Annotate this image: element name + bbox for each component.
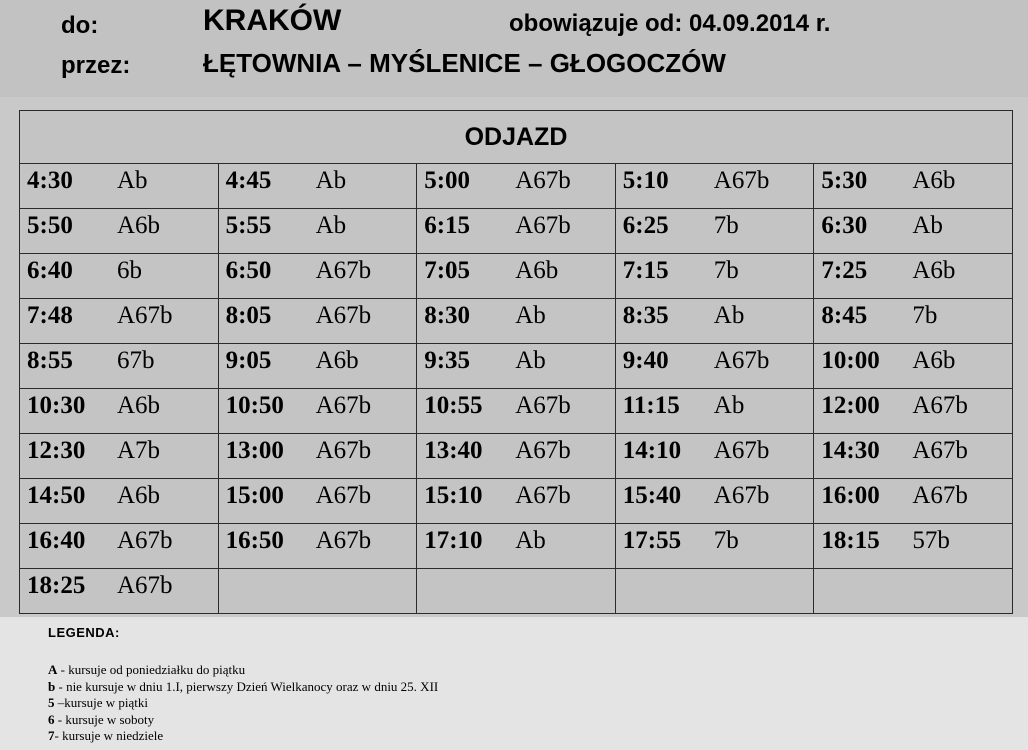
departure-time: 9:05 [225,347,272,374]
timetable-row [20,344,1013,389]
departure-code: A67b [713,167,770,194]
departure-time: 16:00 [821,482,880,509]
departure-time: 5:00 [424,167,471,194]
departure-code: Ab [515,347,546,374]
departure-code: A67b [515,212,571,239]
departure-time: 18:25 [27,572,86,599]
departure-code: A7b [117,437,161,464]
via-route: ŁĘTOWNIA – MYŚLENICE – GŁOGOCZÓW [203,48,726,78]
legend-key: A [48,662,58,677]
departure-cell [218,344,417,389]
timetable-row [20,164,1013,209]
timetable-row [20,479,1013,524]
departure-cell [218,434,417,479]
departure-time: 8:35 [622,302,669,329]
legend-item [48,695,438,712]
departure-time: 10:55 [424,392,483,419]
departure-code: A67b [713,482,770,509]
departure-cell [814,299,1013,344]
departure-code: 7b [713,257,739,284]
departure-code: A67b [713,347,770,374]
timetable-heading: ODJAZD [20,111,1013,164]
departure-time: 9:40 [622,347,669,374]
departure-cell [20,524,219,569]
departure-code: A6b [315,347,359,374]
departure-code: A67b [315,257,372,284]
departure-time: 8:55 [27,347,73,374]
departure-code: A6b [515,257,559,284]
departure-code: 7b [713,527,739,554]
departure-cell [20,434,219,479]
departure-cell [814,164,1013,209]
departure-code: A6b [912,257,956,284]
departure-time: 4:30 [27,167,73,194]
legend-item [48,679,438,696]
departure-time: 14:10 [622,437,682,464]
legend-key: 6 [48,711,55,727]
departure-cell [20,164,219,209]
timetable-row [20,524,1013,569]
departure-cell [615,344,814,389]
departure-cell [218,479,417,524]
departure-code: A67b [117,302,173,329]
departure-code: A6b [117,482,161,509]
departure-time: 5:50 [27,212,73,239]
departure-time: 4:45 [225,167,272,194]
legend-text: - kursuje od poniedziałku do piątku [57,662,246,677]
destination: KRAKÓW [203,4,342,37]
departure-code: A67b [117,527,173,554]
departure-time: 14:30 [821,437,880,464]
departure-code: A67b [515,482,571,509]
departure-time: 10:30 [27,392,86,419]
departure-code: A67b [315,527,372,554]
departure-time: 15:10 [424,482,483,509]
departure-time: 17:55 [622,527,682,554]
departure-code: A67b [515,437,571,464]
valid-from: obowiązuje od: 04.09.2014 r. [509,10,831,37]
departure-time: 18:15 [821,527,880,554]
departure-code: A67b [315,482,372,509]
legend-text: - kursuje w soboty [54,711,155,727]
departure-time: 8:05 [225,302,272,329]
departure-cell [814,389,1013,434]
departure-cell [417,209,616,254]
legend-text: –kursuje w piątki [54,695,149,710]
departure-time: 6:50 [225,257,272,284]
departure-time: 14:50 [27,482,86,509]
departure-cell [615,254,814,299]
departure-code: A67b [912,392,968,419]
timetable-row [20,434,1013,479]
departure-code: A67b [713,437,770,464]
departure-cell [20,254,219,299]
departure-code: 6b [117,257,142,284]
departure-cell [615,164,814,209]
departure-time: 15:40 [622,482,682,509]
departure-code: Ab [515,527,546,554]
departure-code: 7b [713,212,739,239]
legend-text: - kursuje w niedziele [54,728,164,743]
departure-cell [814,209,1013,254]
departure-time: 6:30 [821,212,868,239]
departure-time: 7:15 [622,257,669,284]
timetable-row [20,254,1013,299]
departure-code: Ab [713,302,745,329]
departure-cell [417,164,616,209]
departure-cell [417,434,616,479]
via-label: przez: [61,52,131,79]
departure-time: 10:50 [225,392,284,419]
legend-item [48,662,438,679]
departure-time: 13:00 [225,437,284,464]
departure-code: Ab [315,167,347,194]
departure-code: A67b [315,437,372,464]
departure-cell [417,254,616,299]
timetable-row [20,299,1013,344]
departure-time: 10:00 [821,347,880,374]
departure-cell [417,524,616,569]
departure-time: 12:00 [821,392,880,419]
departure-cell [417,389,616,434]
departure-time: 6:40 [27,257,73,284]
departure-cell [615,209,814,254]
departure-time: 11:15 [622,392,680,419]
departure-code: Ab [117,167,148,194]
timetable-row [20,569,1013,614]
legend-item [48,712,438,729]
legend-text: - nie kursuje w dniu 1.I, pierwszy Dzień Wielkanocy oraz w dniu 25. XII [55,678,439,694]
departure-cell [615,479,814,524]
departure-code: A67b [912,437,968,464]
departure-cell [814,434,1013,479]
departure-cell [20,209,219,254]
legend-key: 5 [48,695,55,710]
departure-cell [814,344,1013,389]
departure-code: Ab [515,302,546,329]
departure-cell [218,164,417,209]
departure-time: 7:05 [424,257,471,284]
departure-cell [218,299,417,344]
departure-time: 7:25 [821,257,868,284]
departure-code: A67b [515,167,571,194]
departure-time: 6:15 [424,212,471,239]
departure-time: 17:10 [424,527,483,554]
departure-time: 7:48 [27,302,73,329]
to-label: do: [61,12,99,39]
legend-list [48,662,438,745]
departure-cell [20,299,219,344]
departure-cell [218,389,417,434]
departure-cell [218,209,417,254]
departure-code: 57b [912,527,950,554]
departure-code: A6b [912,347,956,374]
departure-code: Ab [315,212,347,239]
departure-time: 16:50 [225,527,284,554]
departure-time: 9:35 [424,347,471,374]
legend-title: LEGENDA: [48,625,120,640]
departure-cell [615,569,814,614]
departure-cell [615,299,814,344]
departure-cell [218,569,417,614]
departure-cell [20,569,219,614]
departure-code: A6b [117,392,161,419]
departure-code: A6b [117,212,161,239]
departure-time: 15:00 [225,482,284,509]
timetable-row [20,209,1013,254]
departure-time: 6:25 [622,212,669,239]
departure-cell [615,524,814,569]
departure-cell [417,344,616,389]
timetable-row [20,389,1013,434]
legend-key: b [48,678,56,694]
departure-cell [814,524,1013,569]
departure-code: 67b [117,347,155,374]
legend-item [48,728,438,745]
departure-code: Ab [912,212,943,239]
departure-cell [417,479,616,524]
departure-code: A67b [315,302,372,329]
departure-cell [20,344,219,389]
heading-row [20,111,1013,164]
departure-code: A6b [912,167,956,194]
legend-key: 7 [48,728,55,743]
departure-cell [218,524,417,569]
departure-time: 12:30 [27,437,86,464]
departure-cell [417,569,616,614]
departure-code: A67b [117,572,173,599]
departure-time: 8:30 [424,302,471,329]
departure-code: 7b [912,302,938,329]
departure-time: 13:40 [424,437,483,464]
departure-cell [814,569,1013,614]
departure-cell [20,479,219,524]
departure-time: 8:45 [821,302,868,329]
timetable [19,110,1013,614]
departure-cell [615,389,814,434]
departure-code: A67b [912,482,968,509]
departure-code: Ab [713,392,745,419]
departure-time: 5:55 [225,212,272,239]
departure-code: A67b [315,392,372,419]
departure-code: A67b [515,392,571,419]
departure-time: 16:40 [27,527,86,554]
departure-cell [20,389,219,434]
departure-cell [218,254,417,299]
departure-cell [615,434,814,479]
departure-cell [417,299,616,344]
departure-time: 5:30 [821,167,868,194]
departure-cell [814,479,1013,524]
departure-time: 5:10 [622,167,669,194]
departure-cell [814,254,1013,299]
